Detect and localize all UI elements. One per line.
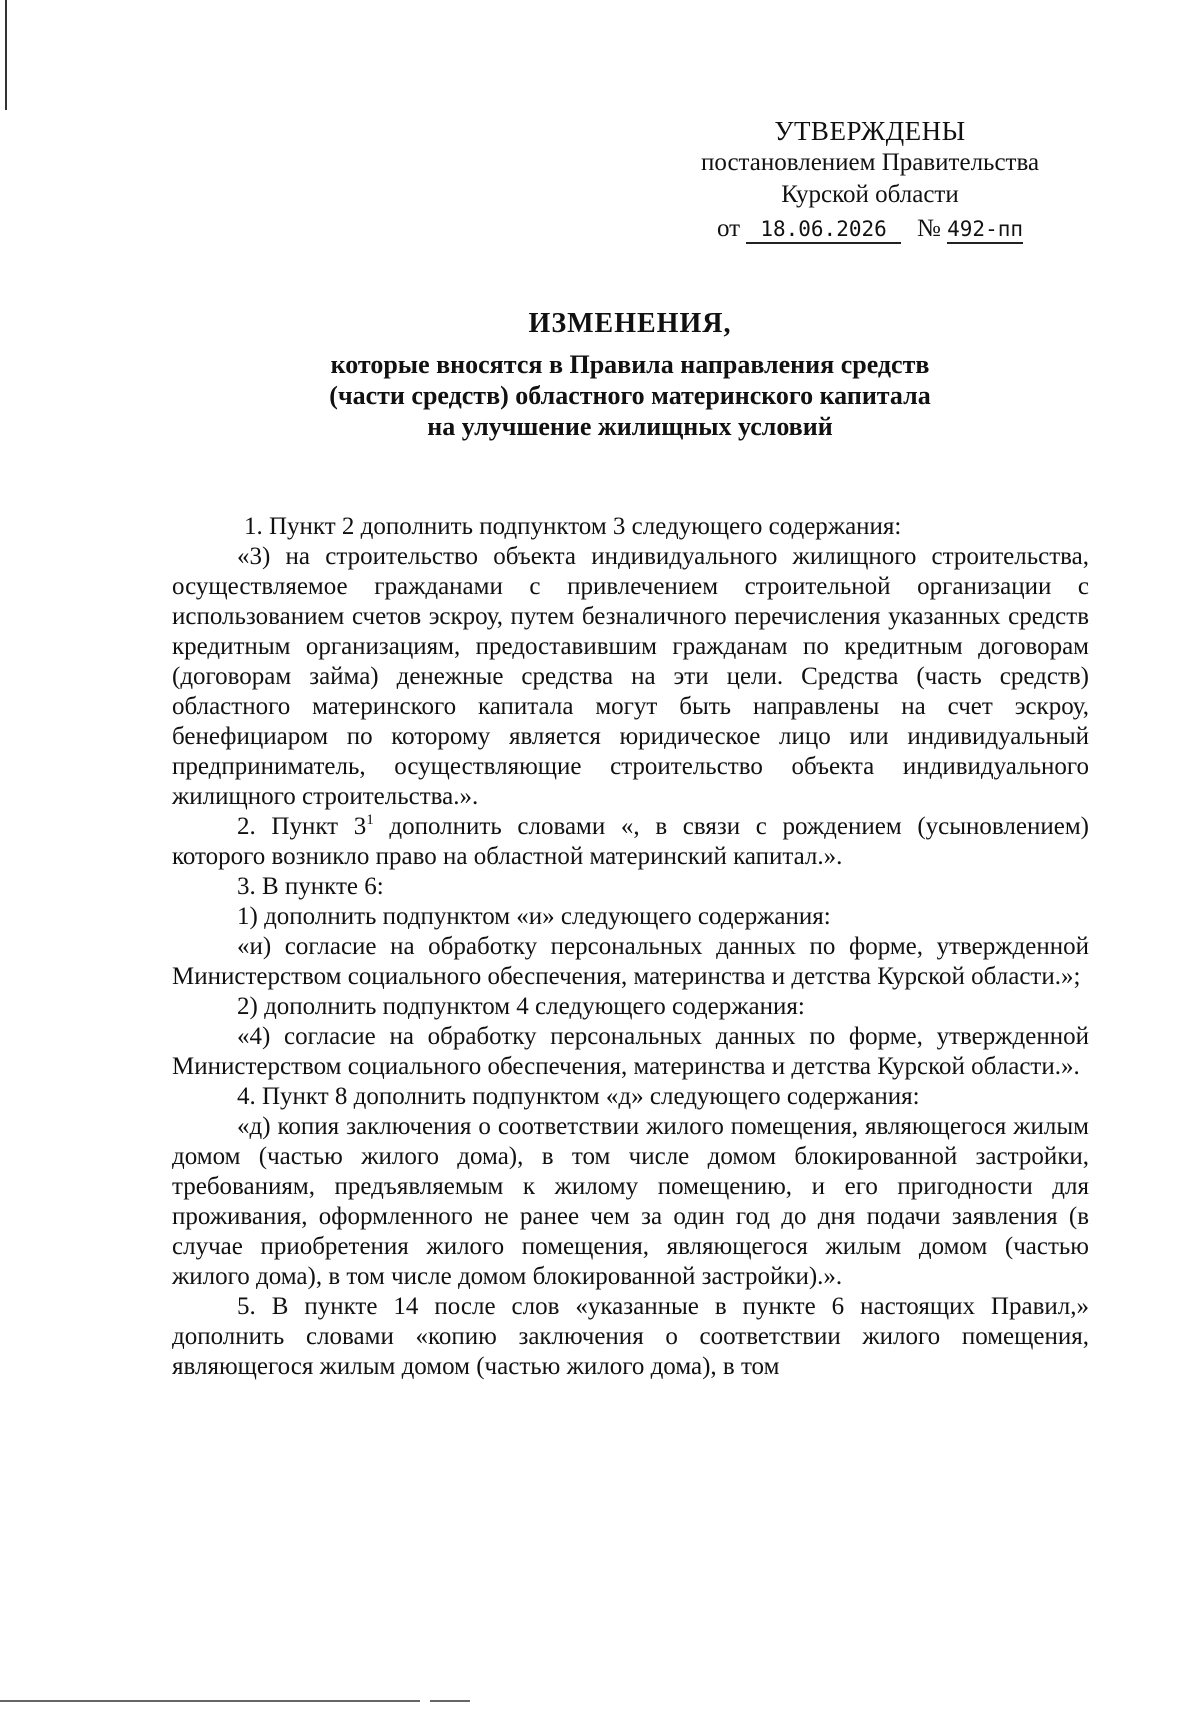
paragraph-3-1: 1) дополнить подпунктом «и» следующего содержания: xyxy=(237,903,831,930)
approval-line-2: Курской области xyxy=(781,181,959,208)
paragraph-2-start: 2. Пункт 3 xyxy=(237,813,367,840)
paragraph-3-2: 2) дополнить подпунктом 4 следующего содержания: xyxy=(237,993,805,1020)
title-main: ИЗМЕНЕНИЯ, xyxy=(528,308,732,339)
superscript-1: 1 xyxy=(366,812,374,828)
paragraph-5: 5. В пункте 14 после слов «указанные в пункте 6 настоящих Правил,» дополнить словами «копию заключения о соответствии жилого помещения, являющегося жилым домом (частью жилого дома), в том xyxy=(172,1293,1089,1380)
paragraph-4: 4. Пункт 8 дополнить подпунктом «д» следующего содержания: xyxy=(237,1083,920,1110)
paragraph-3-1-text: «и) согласие на обработку персональных данных по форме, утвержденной Министерством социального обеспечения, материнства и детства Курской области.»; xyxy=(172,933,1089,990)
title-line-2: (части средств) областного материнского капитала xyxy=(329,381,931,410)
paragraph-3: 3. В пункте 6: xyxy=(237,873,384,900)
approval-heading: УТВЕРЖДЕНЫ xyxy=(774,116,966,146)
approval-number: 492-пп xyxy=(947,216,1023,244)
paragraph-1: 1. Пункт 2 дополнить подпунктом 3 следующего содержания: xyxy=(244,513,902,540)
paragraph-1-text: «3) на строительство объекта индивидуального жилищного строительства, осуществляемое гражданами с привлечением строительной организации с использованием счетов эскроу, путем безналичного перечисления указанных средств кредитным организациям, предоставившим гражданам по кредитным договорам (договорам займа) денежные средства на эти цели. Средства (часть средств) областного материнского капитала могут быть направлены на счет эскроу, бенефициаром по которому является юридическое лицо или индивидуальный предприниматель, осуществляющие строительство объекта индивидуального жилищного строительства.». xyxy=(172,543,1089,810)
bottom-rule xyxy=(0,1700,420,1702)
approval-line-1: постановлением Правительства xyxy=(700,149,1040,176)
document-body xyxy=(172,512,1089,1382)
paragraph-2 xyxy=(172,812,1089,872)
title-line-3: на улучшение жилищных условий xyxy=(427,412,833,441)
scan-edge-line xyxy=(5,0,7,110)
approval-date: 18.06.2026 xyxy=(746,216,900,244)
document-title xyxy=(170,308,1090,442)
paragraph-3-2-text: «4) согласие на обработку персональных данных по форме, утвержденной Министерством социального обеспечения, материнства и детства Курской области.». xyxy=(172,1023,1089,1080)
title-line-1: которые вносятся в Правила направления средств xyxy=(330,350,930,379)
number-prefix: № xyxy=(917,215,941,242)
paragraph-4-text: «д) копия заключения о соответствии жилого помещения, являющегося жилым домом (частью жилого дома), в том числе домом блокированной застройки, требованиям, предъявляемым к жилому помещению, и его пригодности для проживания, оформленного не ранее чем за один год до дня подачи заявления (в случае приобретения жилого помещения, являющегося жилым домом (частью жилого дома), в том числе домом блокированной застройки).». xyxy=(172,1113,1089,1290)
date-prefix: от xyxy=(716,215,741,242)
approval-block xyxy=(660,115,1080,245)
paragraph-2-rest: дополнить словами «, в связи с рождением (усыновлением) которого возникло право на областной материнский капитал.». xyxy=(172,813,1089,870)
bottom-rule-short xyxy=(430,1700,470,1702)
approval-date-line xyxy=(660,213,1080,245)
